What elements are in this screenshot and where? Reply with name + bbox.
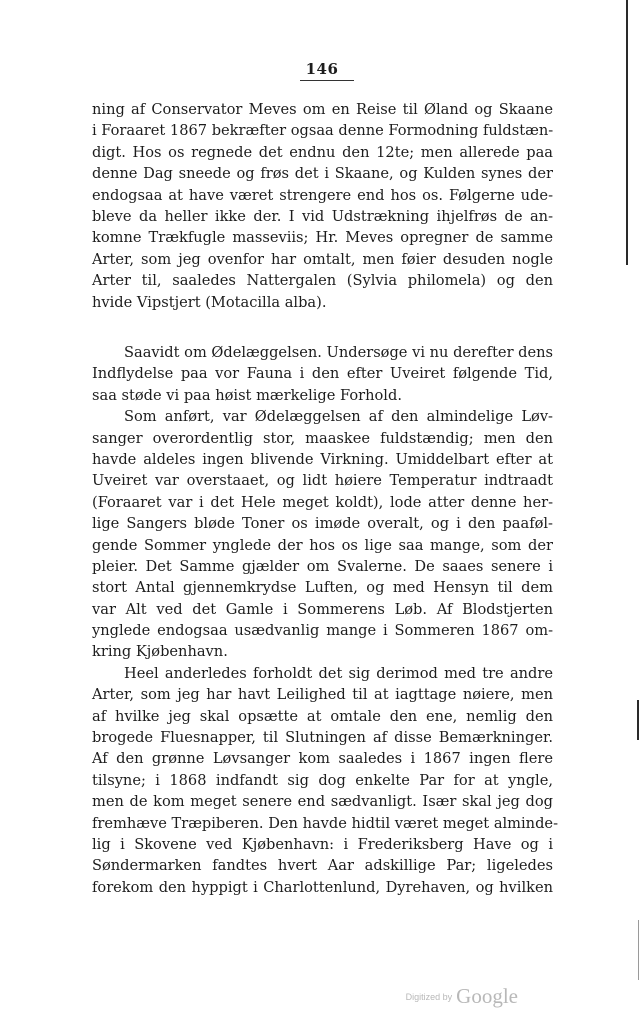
text-line: stort Antal gjennemkrydse Luften, og med Hensyn til dem: [92, 579, 553, 597]
text-line: saa støde vi paa høist mærkelige Forhold.: [92, 386, 402, 404]
page-number: 146: [305, 60, 339, 78]
text-line: lige Sangers bløde Toner os imøde overalt, og i den paaføl-: [92, 515, 553, 533]
text-line: sanger overordentlig stor, maaskee fuldstændig; men den: [92, 429, 553, 447]
text-line: brogede Fluesnapper, til Slutningen af disse Bemærkninger.: [92, 729, 553, 747]
text-line: af hvilke jeg skal opsætte at omtale den ene, nemlig den: [92, 707, 553, 725]
scan-edge-line: [626, 0, 628, 265]
text-line: komne Trækfugle masseviis; Hr. Meves opregner de samme: [92, 229, 553, 247]
watermark-prefix: Digitized by: [405, 991, 453, 1002]
text-line: kring Kjøbenhavn.: [92, 643, 228, 661]
text-line: pleier. Det Samme gjælder om Svalerne. De saaes senere i: [92, 557, 553, 575]
google-logo: Google: [456, 984, 518, 1008]
text-line: Heel anderledes forholdt det sig derimod med tre andre: [124, 664, 553, 682]
text-line: havde aldeles ingen blivende Virkning. Umiddelbart efter at: [92, 450, 553, 468]
text-line: i Foraaret 1867 bekræfter ogsaa denne Formodning fuldstæn-: [92, 122, 554, 140]
text-line: fremhæve Træpiberen. Den havde hidtil været meget alminde-: [92, 814, 558, 832]
text-line: Saavidt om Ødelæggelsen. Undersøge vi nu derefter dens: [124, 344, 554, 361]
text-line: forekom den hyppigt i Charlottenlund, Dyrehaven, og hvilken: [92, 878, 553, 896]
text-line: Indflydelse paa vor Fauna i den efter Uveiret følgende Tid,: [92, 365, 553, 383]
page-number-rule: [300, 80, 354, 81]
paragraph-group: [92, 342, 558, 898]
text-line: men de kom meget senere end sædvanligt. Især skal jeg dog: [92, 793, 553, 811]
text-line: (Foraaret var i det Hele meget koldt), lode atter denne her-: [92, 493, 553, 511]
text-line: var Alt ved det Gamle i Sommerens Løb. Af Blodstjerten: [92, 600, 553, 618]
text-line: tilsyne; i 1868 indfandt sig dog enkelte Par for at yngle,: [92, 771, 553, 789]
text-line: Uveiret var overstaaet, og lidt høiere Temperatur indtraadt: [92, 472, 553, 490]
paragraph-continuation: [92, 99, 553, 313]
text-line: ning af Conservator Meves om en Reise til Øland og Skaane: [92, 101, 553, 118]
text-line: denne Dag sneede og frøs det i Skaane, og Kulden synes der: [92, 165, 553, 183]
text-line: Søndermarken fandtes hvert Aar adskillige Par; ligeledes: [92, 857, 553, 875]
text-line: Arter, som jeg har havt Leilighed til at iagttage nøiere, men: [92, 686, 553, 704]
text-line: bleve da heller ikke der. I vid Udstrækning ihjelfrøs de an-: [92, 207, 553, 225]
text-line: Af den grønne Løvsanger kom saaledes i 1867 ingen flere: [92, 750, 553, 768]
digitized-watermark: [406, 984, 518, 1009]
scan-edge-line: [638, 920, 639, 980]
text-line: hvide Vipstjert (Motacilla alba).: [92, 293, 327, 311]
text-line: Arter, som jeg ovenfor har omtalt, men føier desuden nogle: [92, 250, 553, 268]
text-line: Arter til, saaledes Nattergalen (Sylvia philomela) og den: [92, 272, 553, 290]
text-line: endogsaa at have været strengere end hos os. Følgerne ude-: [92, 186, 553, 204]
text-line: digt. Hos os regnede det endnu den 12te; men allerede paa: [92, 143, 553, 161]
text-line: gende Sommer ynglede der hos os lige saa mange, som der: [92, 536, 553, 554]
text-line: lig i Skovene ved Kjøbenhavn: i Frederiksberg Have og i: [92, 835, 553, 853]
text-line: ynglede endogsaa usædvanlig mange i Sommeren 1867 om-: [92, 622, 553, 640]
text-line: Som anført, var Ødelæggelsen af den almindelige Løv-: [124, 408, 553, 426]
scan-edge-line: [637, 700, 639, 740]
